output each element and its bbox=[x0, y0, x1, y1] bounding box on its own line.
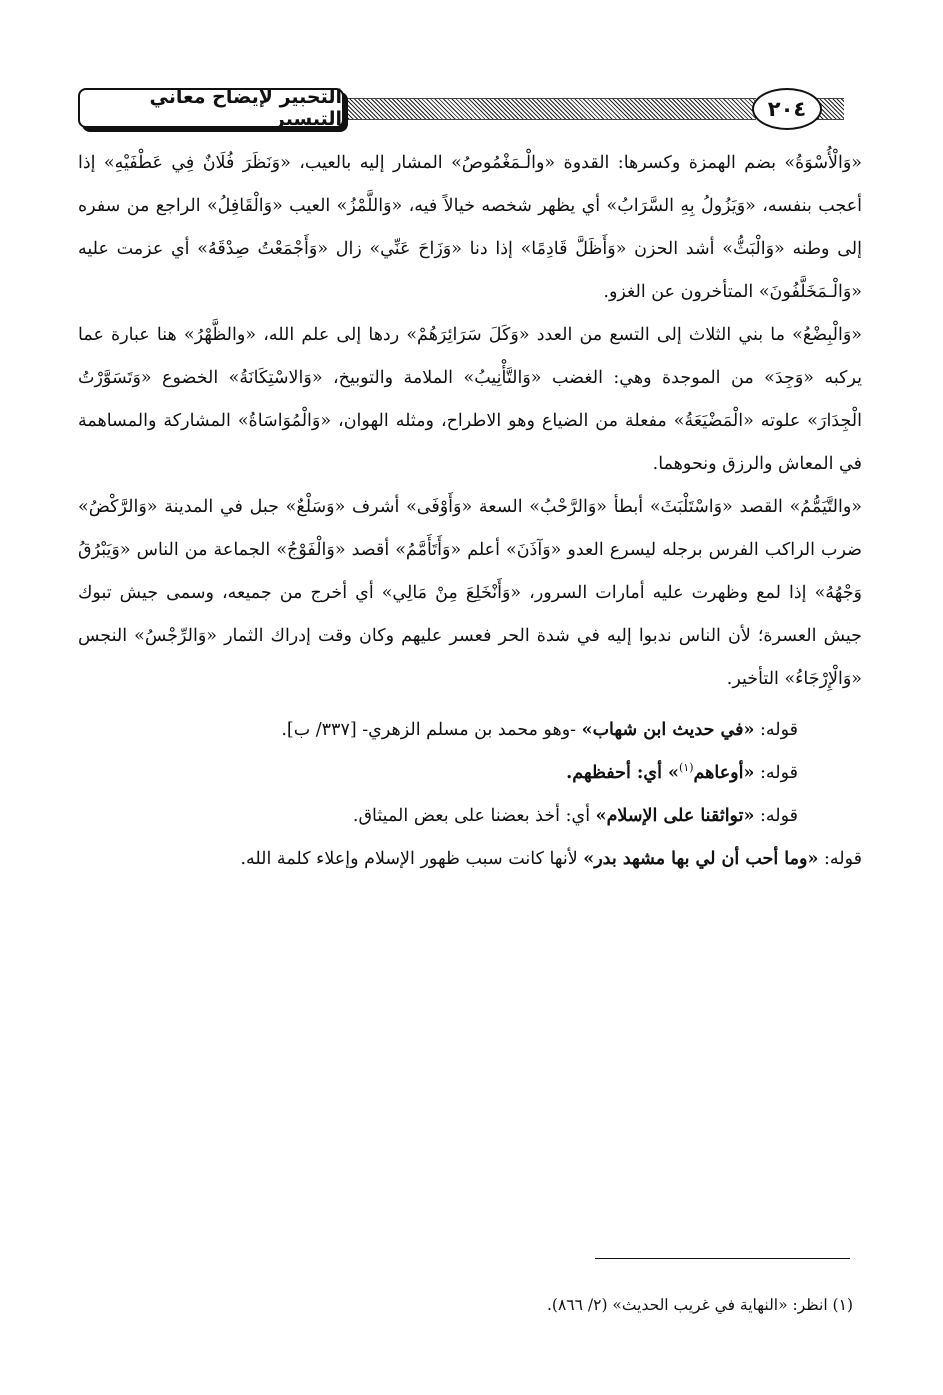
footnote-separator bbox=[595, 1258, 850, 1259]
commentary-note bbox=[78, 795, 862, 838]
commentary-note bbox=[78, 709, 862, 752]
book-title: التحبير لإيضاح معاني التيسير bbox=[78, 88, 344, 128]
page-number: ٢٠٤ bbox=[752, 88, 822, 130]
note-quote: «في حديث ابن شهاب» bbox=[581, 720, 755, 740]
commentary-note bbox=[78, 838, 862, 881]
commentary-notes bbox=[78, 709, 862, 881]
paragraph: «والتَّيَمُّمُ» القصد «وَاسْتَلْبَثَ» أبطأ «وَالرَّحْبُ» السعة «وَأَوْفَى» أشرف «وَسَلْعٌ» جبل في المدينة «وَالرَّكْضُ» ضرب الراكب الفرس برجله ليسرع العدو «وَآذَنَ» أعلم «وَأَتَأَمَّمُ» أقصد «وَالْفَوْجُ» الجماعة من الناس «وَيَبْرُقُ وَجْهُهُ» إذا لمع وظهرت عليه أمارات السرور، «وَأَنْخَلِعَ مِنْ مَالِي» أي أخرج من جميعه، وسمى جيش تبوك جيش العسرة؛ لأن الناس ندبوا إليه في شدة الحر فعسر عليهم وكان وقت إدراك الثمار «وَالرِّجْسُ» النجس «وَالْإِرْجَاءُ» التأخير. bbox=[78, 497, 862, 689]
note-text: -وهو محمد بن مسلم الزهري- [٣٣٧/ ب]. bbox=[281, 720, 582, 740]
note-quote: «تواثقنا على الإسلام» bbox=[595, 806, 755, 826]
note-prefix: قوله: bbox=[754, 806, 798, 826]
header-ornament bbox=[344, 98, 756, 120]
note-prefix: قوله: bbox=[818, 849, 862, 869]
commentary-note bbox=[78, 752, 862, 795]
page-body bbox=[78, 142, 862, 881]
note-quote: «وما أحب أن لي بها مشهد بدر» bbox=[583, 849, 819, 869]
note-text: لأنها كانت سبب ظهور الإسلام وإعلاء كلمة الله. bbox=[240, 849, 584, 869]
note-text: أي: أخذ بعضنا على بعض الميثاق. bbox=[352, 806, 596, 826]
paragraph: «وَالْبِضْعُ» ما بني الثلاث إلى التسع من العدد «وَكَلَ سَرَائِرَهُمْ» ردها إلى علم الله، «والظَّهْرُ» هنا عبارة عما يركبه «وَجِدَ» من الموجدة وهي: الغضب «وَالتَّأْنِيبُ» الملامة والتوبيخ، «وَالاسْتِكَانَةُ» الخضوع «وَتَسَوَّرْتُ الْجِدَارَ» علوته «الْمَضْيَعَةُ» مفعلة من الضياع وهو الاطراح، ومثله الهوان، «وَالْمُوَاسَاةُ» المشاركة والمساهمة في المعاش والرزق ونحوهما. bbox=[78, 325, 862, 474]
footnote: (١) انظر: «النهاية في غريب الحديث» (٢/ ٨٦٦). bbox=[547, 1296, 853, 1314]
note-prefix: قوله: bbox=[754, 763, 798, 783]
note-prefix: قوله: bbox=[754, 720, 798, 740]
footnote-marker[interactable]: (١) bbox=[678, 761, 694, 775]
note-text: » أي: أحفظهم. bbox=[566, 763, 679, 783]
paragraph: «وَالْأُسْوَةُ» بضم الهمزة وكسرها: القدوة «والْـمَغْمُوصُ» المشار إليه بالعيب، «وَنَظَرَ فُلَانٌ فِي عَطْفَيْهِ» إذا أعجب بنفسه، «وَيَزُولُ بِهِ السَّرَابُ» أي يظهر شخصه خيالاً فيه، «وَاللَّمْزُ» العيب «وَالْقَافِلُ» الراجع من سفره إلى وطنه «وَالْبَثُّ» أشد الحزن «وَأَظَلَّ قَادِمًا» إذا دنا «وَزَاحَ عَنِّي» زال «وَأَجْمَعْتُ صِدْقَهُ» أي عزمت عليه «وَالْـمَخَلَّفُونَ» المتأخرون عن الغزو. bbox=[78, 153, 862, 302]
note-quote: «أوعاهم bbox=[693, 763, 755, 783]
running-header bbox=[62, 86, 844, 140]
